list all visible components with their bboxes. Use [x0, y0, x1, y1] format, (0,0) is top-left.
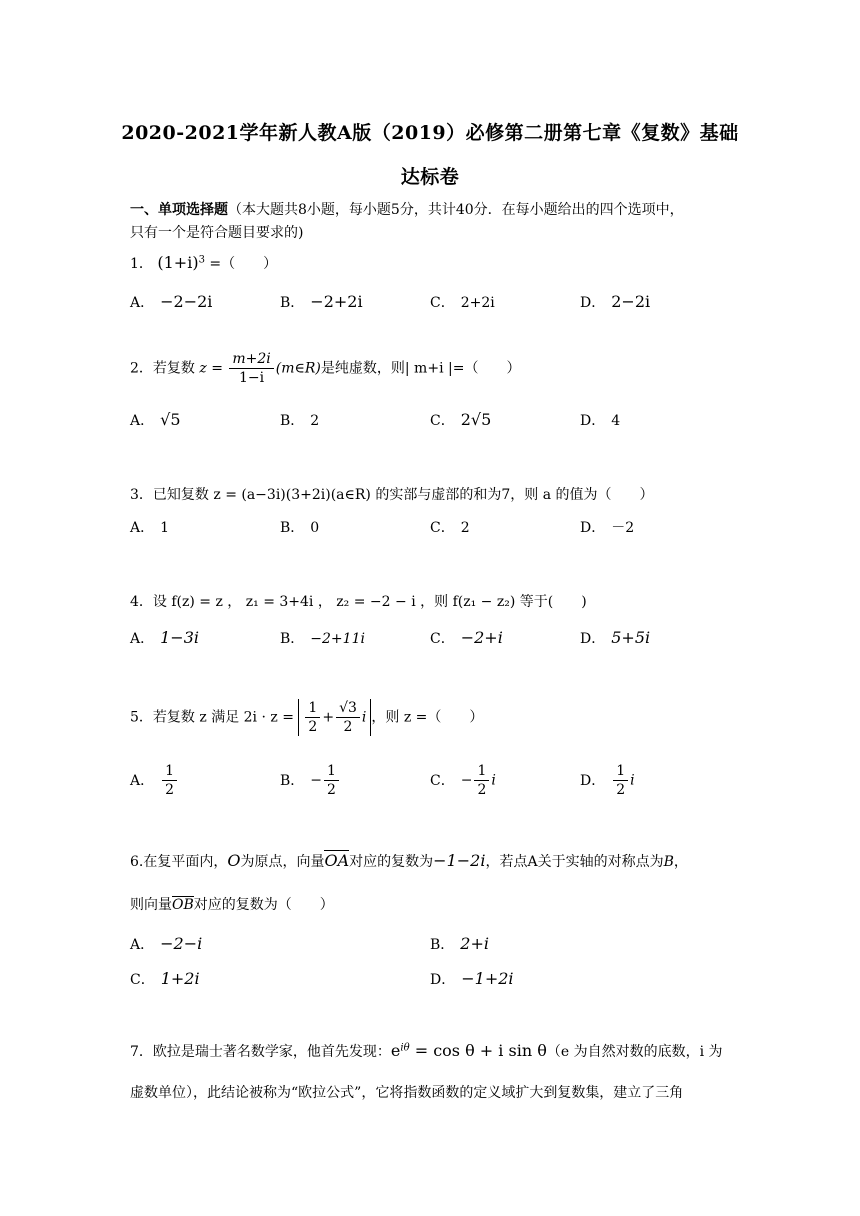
vector-oa: OA	[324, 851, 350, 870]
question-6-stem-line2: 则向量OB对应的复数为（ ）	[130, 897, 334, 913]
section-description-1: （本大题共8小题，每小题5分，共计40分．在每小题给出的四个选项中，	[228, 202, 684, 218]
question-5-option-b[interactable]: B． − $\frac{1}{2}$	[280, 762, 341, 799]
section-description-2: 只有一个是符合题目要求的)	[130, 225, 304, 241]
question-4-stem: 4．设 f(z) = z ， z₁ = 3+4i ， z₂ = −2 − i ，则 f(z₁ − z₂) 等于( )	[130, 594, 587, 610]
question-2-option-c[interactable]: C． 2√5	[430, 410, 492, 429]
question-4-option-a[interactable]: A． 1−3i	[130, 628, 200, 647]
question-5-stem: 5．若复数 z 满足 2i · z = $\frac{1}{2}$ + $\frac{√3}{2}$ i ，则 z =（ ）	[130, 700, 484, 735]
question-5-option-a[interactable]: A． $\frac{1}{2}$	[130, 762, 179, 799]
question-4-option-b[interactable]: B． −2+11i	[280, 631, 365, 647]
question-2-stem: 2．若复数 z = $\frac{m+2i}{1-i}$ (m∈R)是纯虚数，则| m+i |=（ ）	[130, 351, 521, 386]
question-1-option-d[interactable]: D． 2−2i	[580, 292, 651, 311]
question-6-stem-line1: 6.在复平面内，O为原点，向量OA对应的复数为−1−2i，若点A关于实轴的对称点为B，	[130, 851, 688, 870]
document-title-line1: 2020-2021学年新人教A版（2019）必修第二册第七章《复数》基础	[121, 122, 739, 144]
question-suffix: =（ ）	[204, 256, 278, 272]
question-2-option-b[interactable]: B． 2	[280, 413, 320, 429]
question-4-option-d[interactable]: D． 5+5i	[580, 628, 651, 647]
question-3-option-d[interactable]: D． －2	[580, 520, 635, 536]
question-1-option-c[interactable]: C． 2+2i	[430, 295, 495, 311]
question-number: 1．	[130, 256, 153, 272]
question-5-option-c[interactable]: C． − $\frac{1}{2}$ i	[430, 763, 496, 798]
question-6-option-a[interactable]: A． −2−i	[130, 934, 203, 953]
question-2-option-a[interactable]: A． √5	[130, 410, 181, 429]
section-heading: 一、单项选择题	[130, 202, 228, 218]
question-3-option-b[interactable]: B． 0	[280, 520, 320, 536]
section-header	[130, 199, 684, 219]
question-5-option-d[interactable]: D． $\frac{1}{2}$ i	[580, 763, 635, 798]
question-number: 2．	[130, 360, 153, 377]
question-7-stem-line1: 7．欧拉是瑞士著名数学家，他首先发现：$e^{i\theta} = \cos \theta + i$ sin θ（e 为自然对数的底数，i 为	[130, 1041, 723, 1060]
absolute-value-expression: $\frac{1}{2}$ + $\frac{√3}{2}$ i	[298, 699, 371, 736]
question-1-option-a[interactable]: A． −2−2i	[130, 292, 213, 311]
question-3-option-a[interactable]: A． 1	[130, 520, 170, 536]
question-number: 3．	[130, 487, 153, 503]
question-number: 6.	[130, 854, 144, 870]
question-1-stem	[130, 253, 277, 273]
question-6-option-d[interactable]: D． −1+2i	[430, 969, 514, 988]
question-expression: (1+i)	[157, 253, 199, 272]
vector-ob: OB	[172, 897, 194, 913]
question-exponent: 3	[198, 254, 205, 266]
document-title-line2: 达标卷	[400, 166, 460, 188]
question-2-option-d[interactable]: D． 4	[580, 413, 621, 429]
question-number: 5．	[130, 709, 153, 726]
question-6-option-c[interactable]: C． 1+2i	[130, 969, 200, 988]
fraction: $\frac{m+2i}{1-i}$	[229, 350, 273, 387]
question-3-option-c[interactable]: C． 2	[430, 520, 470, 536]
question-3-stem: 3．已知复数 z = (a−3i)(3+2i)(a∈R) 的实部与虚部的和为7，则 a 的值为（ ）	[130, 487, 654, 503]
question-1-option-b[interactable]: B． −2+2i	[280, 292, 363, 311]
question-7-stem-line2: 虚数单位），此结论被称为“欧拉公式”，它将指数函数的定义域扩大到复数集，建立了三角	[130, 1085, 684, 1101]
question-6-option-b[interactable]: B． 2+i	[430, 934, 489, 953]
question-4-option-c[interactable]: C． −2+i	[430, 628, 503, 647]
euler-formula: = cos θ + i sin θ	[409, 1041, 547, 1060]
question-number: 7．	[130, 1044, 153, 1060]
question-number: 4．	[130, 594, 153, 610]
